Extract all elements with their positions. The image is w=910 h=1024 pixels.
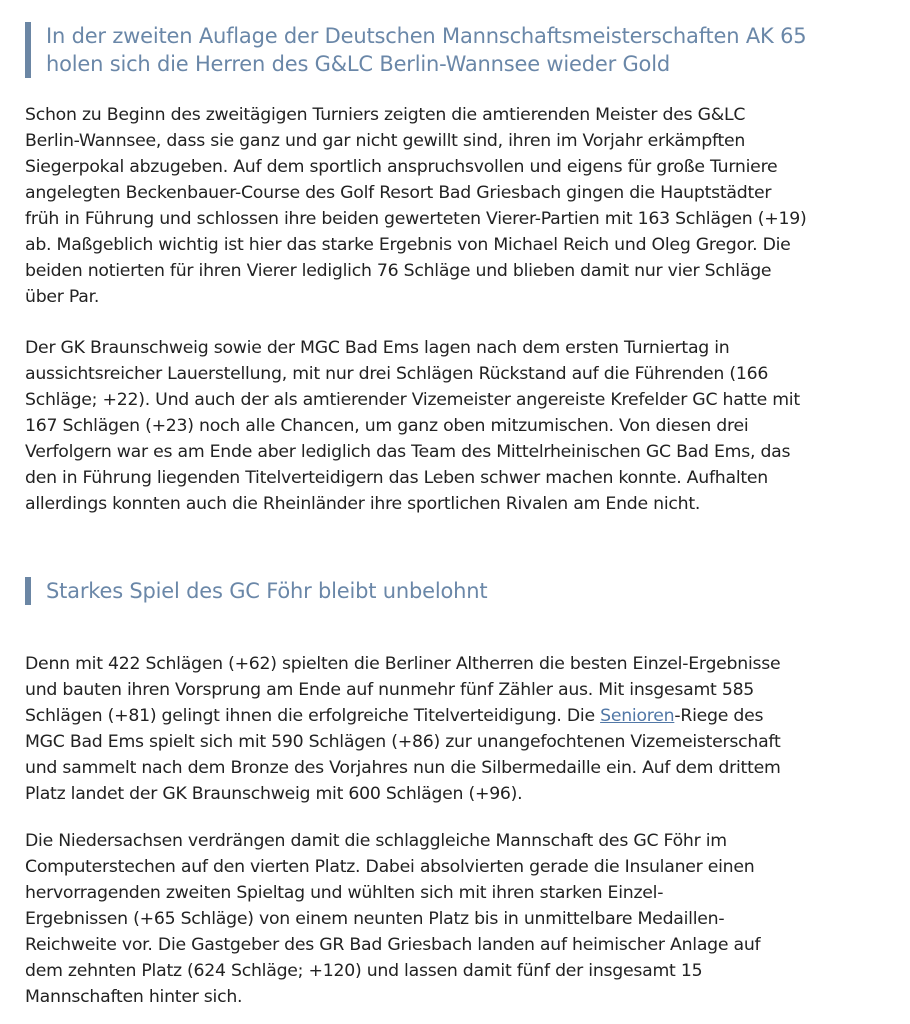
paragraph-1-line: Schon zu Beginn des zweitägigen Turniers zeigten die amtierenden Meister des G&LC — [25, 105, 746, 125]
paragraph-3-line: Denn mit 422 Schlägen (+62) spielten die Berliner Altherren die besten Einzel-Ergebnisse — [25, 654, 781, 674]
paragraph-4-line: Ergebnissen (+65 Schläge) von einem neunten Platz bis in unmittelbare Medaillen- — [25, 909, 725, 929]
paragraph-1-line: Berlin-Wannsee, dass sie ganz und gar nicht gewillt sind, ihren im Vorjahr erkämpften — [25, 131, 746, 151]
heading-line-1: In der zweiten Auflage der Deutschen Mannschaftsmeisterschaften AK 65 — [46, 24, 807, 48]
paragraph-3-line: und sammelt nach dem Bronze des Vorjahres nun die Silbermedaille ein. Auf dem drittem — [25, 758, 781, 778]
paragraph-1-line: über Par. — [25, 287, 100, 307]
paragraph-3-line: Schlägen (+81) gelingt ihnen die erfolgreiche Titelverteidigung. Die — [25, 706, 601, 726]
senioren-link[interactable]: Senioren — [600, 706, 675, 726]
paragraph-3-line: und bauten ihren Vorsprung am Ende auf nunmehr fünf Zähler aus. Mit insgesamt 585 — [25, 680, 755, 700]
paragraph-2-line: Verfolgern war es am Ende aber lediglich das Team des Mittelrheinischen GC Bad Ems, das — [25, 442, 791, 462]
paragraph-2-line: allerdings konnten auch die Rheinländer ihre sportlichen Rivalen am Ende nicht. — [25, 494, 701, 514]
paragraph-1-line: Siegerpokal abzugeben. Auf dem sportlich anspruchsvollen und eigens für große Turniere — [25, 157, 778, 177]
paragraph-4-line: hervorragenden zweiten Spieltag und wühlten sich mit ihren starken Einzel- — [25, 883, 664, 903]
paragraph-2-line: den in Führung liegenden Titelverteidigern das Leben schwer machen konnte. Aufhalten — [25, 468, 768, 488]
article-heading — [25, 22, 876, 78]
paragraph-4-line: Die Niedersachsen verdrängen damit die schlaggleiche Mannschaft des GC Föhr im — [25, 831, 727, 851]
paragraph-4 — [25, 828, 890, 1010]
paragraph-1-line: beiden notierten für ihren Vierer lediglich 76 Schläge und blieben damit nur vier Schläge — [25, 261, 772, 281]
heading-line-2: holen sich die Herren des G&LC Berlin-Wannsee wieder Gold — [46, 52, 670, 76]
paragraph-3-line: Platz landet der GK Braunschweig mit 600 Schlägen (+96). — [25, 784, 523, 804]
paragraph-2-line: 167 Schlägen (+23) noch alle Chancen, um ganz oben mitzumischen. Von diesen drei — [25, 416, 749, 436]
paragraph-2-line: Der GK Braunschweig sowie der MGC Bad Ems lagen nach dem ersten Turniertag in — [25, 338, 730, 358]
paragraph-4-line: Mannschaften hinter sich. — [25, 987, 243, 1007]
paragraph-2 — [25, 335, 890, 517]
paragraph-2-line: Schläge; +22). Und auch der als amtierender Vizemeister angereiste Krefelder GC hatte mit — [25, 390, 800, 410]
paragraph-2-line: aussichtsreicher Lauerstellung, mit nur drei Schlägen Rückstand auf die Führenden (166 — [25, 364, 769, 384]
paragraph-3-line: -Riege des — [674, 706, 764, 726]
paragraph-3 — [25, 651, 890, 807]
paragraph-4-line: dem zehnten Platz (624 Schläge; +120) und lassen damit fünf der insgesamt 15 — [25, 961, 703, 981]
paragraph-1-line: ab. Maßgeblich wichtig ist hier das starke Ergebnis von Michael Reich und Oleg Gregor. Die — [25, 235, 791, 255]
paragraph-4-line: Reichweite vor. Die Gastgeber des GR Bad Griesbach landen auf heimischer Anlage auf — [25, 935, 761, 955]
paragraph-3-line: MGC Bad Ems spielt sich mit 590 Schlägen (+86) zur unangefochtenen Vizemeisterschaft — [25, 732, 781, 752]
section-heading: Starkes Spiel des GC Föhr bleibt unbelohnt — [25, 577, 876, 605]
paragraph-1-line: früh in Führung und schlossen ihre beiden gewerteten Vierer-Partien mit 163 Schlägen (+19) — [25, 209, 807, 229]
paragraph-1 — [25, 102, 890, 310]
paragraph-4-line: Computerstechen auf den vierten Platz. Dabei absolvierten gerade die Insulaner einen — [25, 857, 755, 877]
paragraph-1-line: angelegten Beckenbauer-Course des Golf Resort Bad Griesbach gingen die Hauptstädter — [25, 183, 772, 203]
